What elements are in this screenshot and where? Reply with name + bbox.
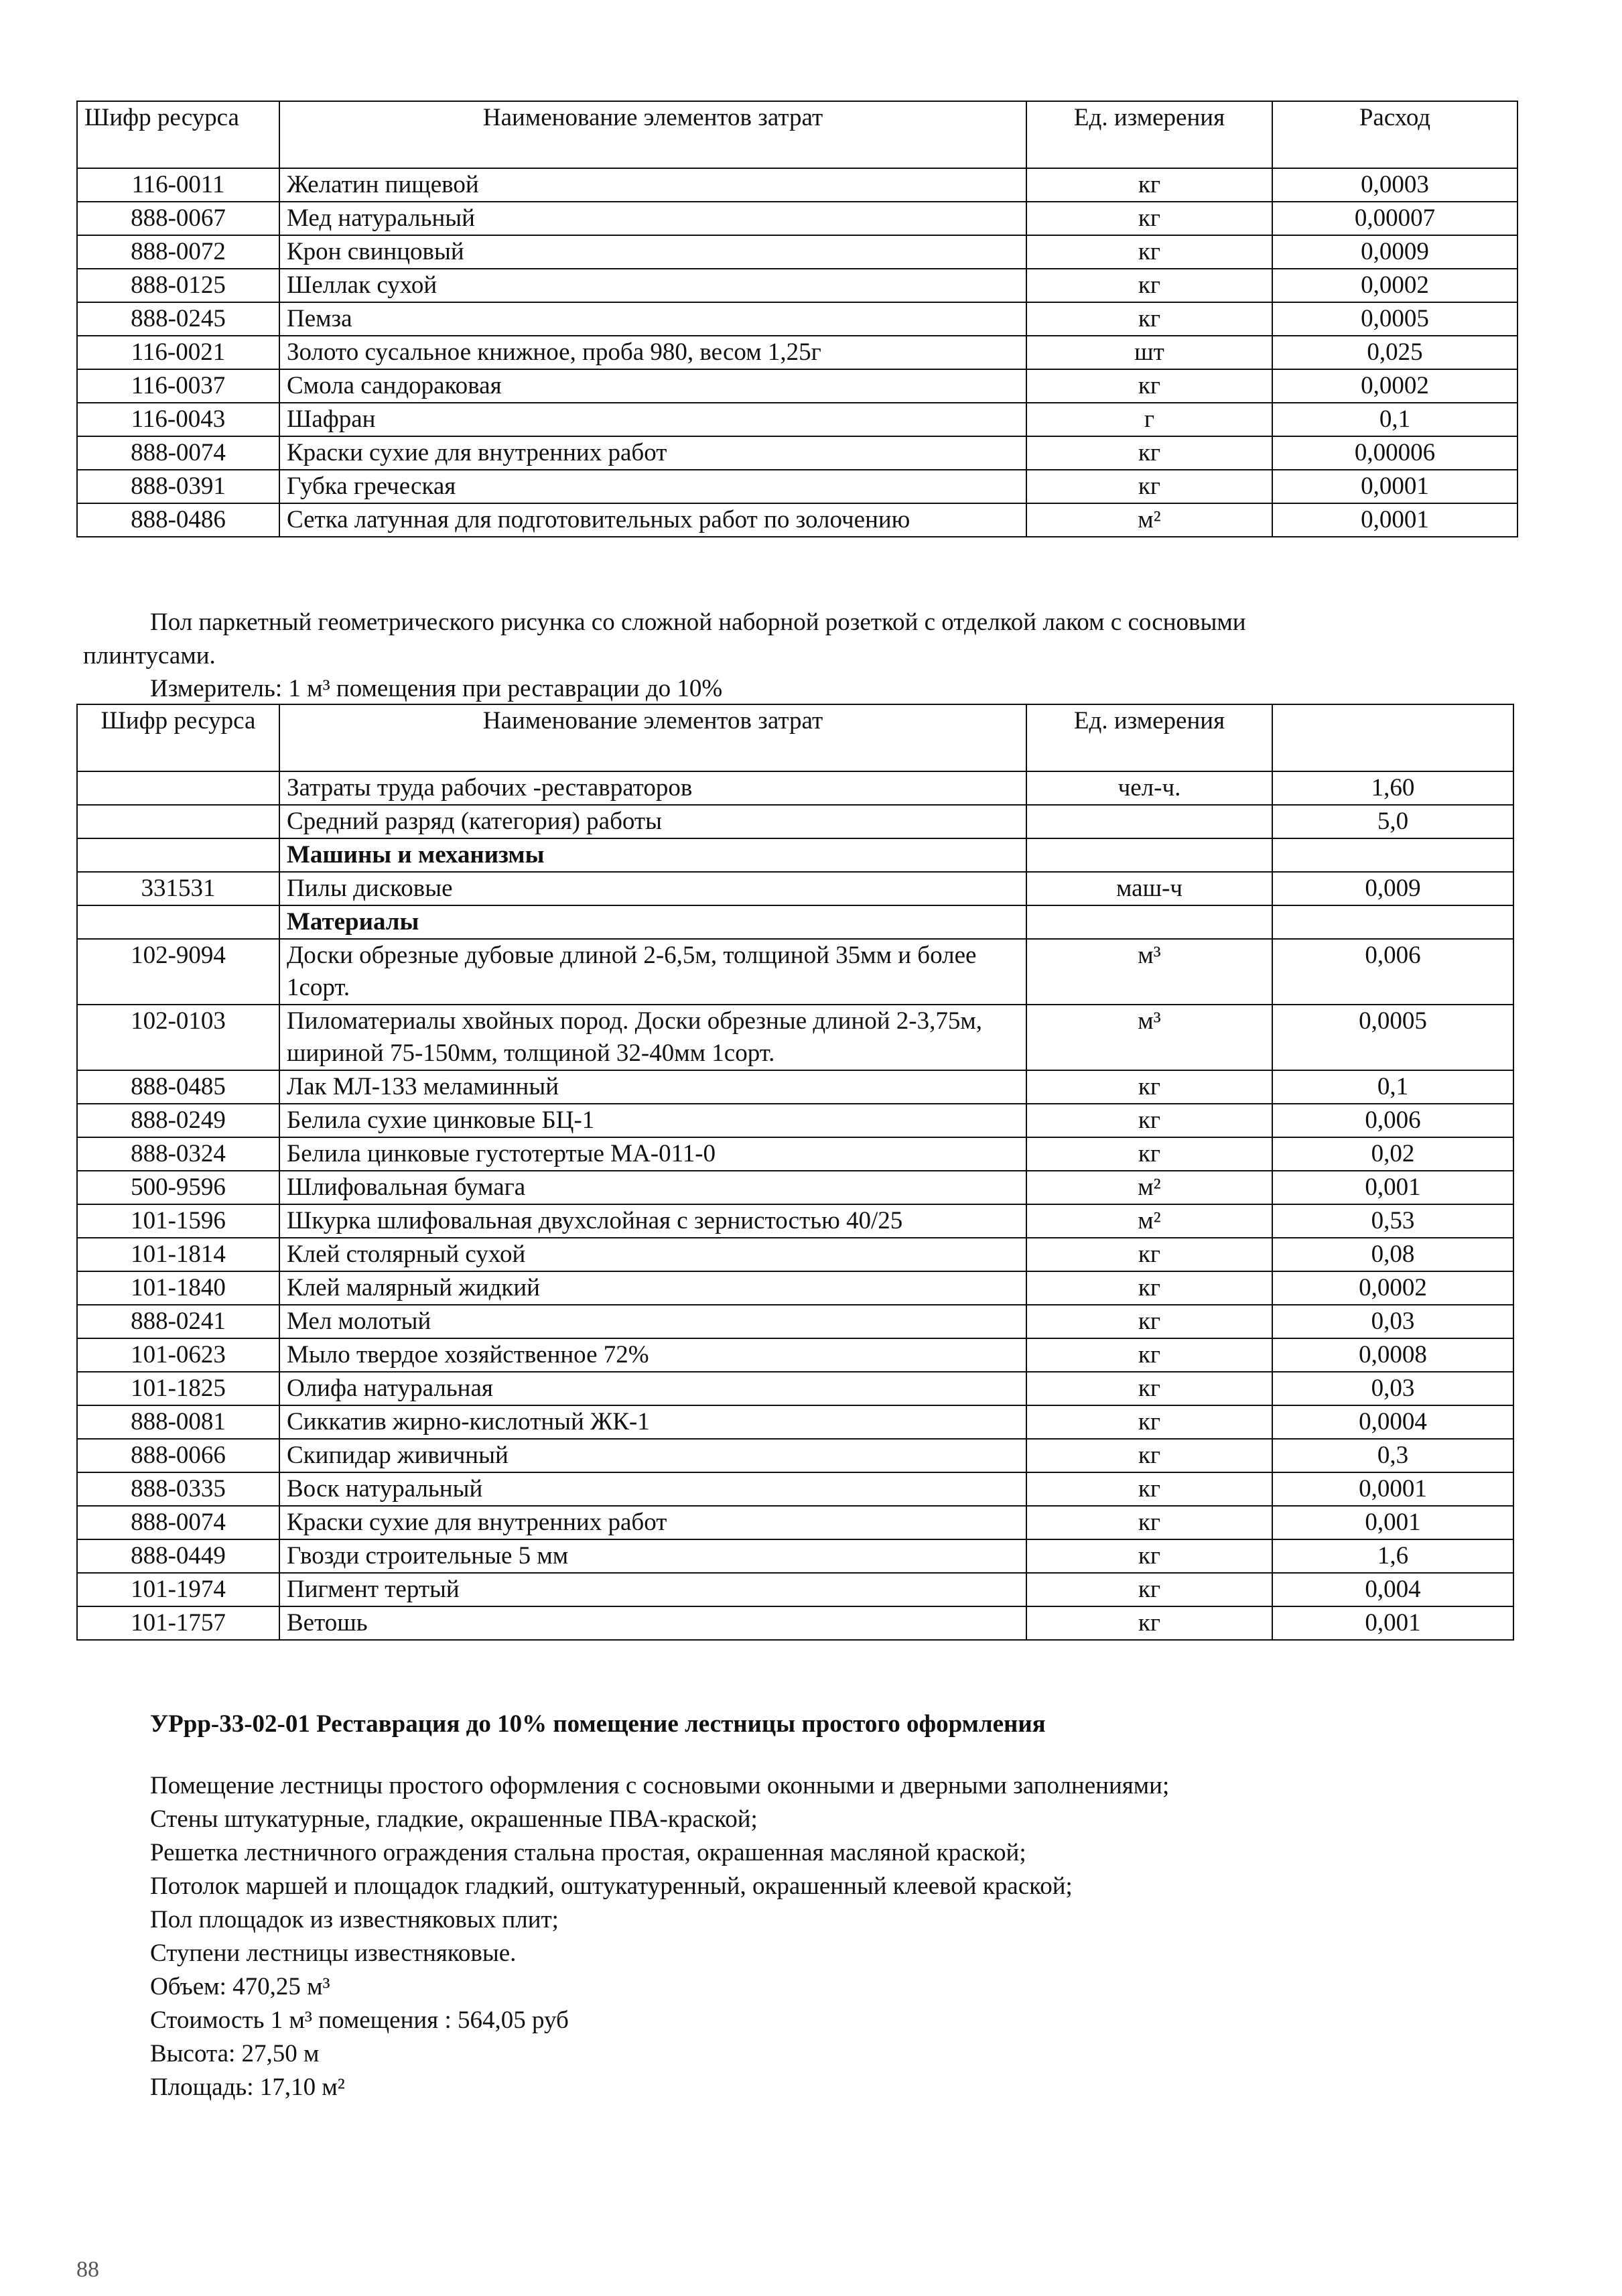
cell-unit bbox=[1026, 805, 1272, 838]
cell-unit: кг bbox=[1026, 235, 1272, 269]
table-row bbox=[77, 403, 1517, 436]
cell-name: Крон свинцовый bbox=[279, 235, 1026, 269]
cell-name: Шафран bbox=[279, 403, 1026, 436]
cell-amount: 0,004 bbox=[1272, 1573, 1513, 1606]
table-row bbox=[77, 1171, 1513, 1204]
cell-name: Средний разряд (категория) работы bbox=[279, 805, 1026, 838]
cell-name: Лак МЛ-133 меламинный bbox=[279, 1070, 1026, 1104]
description-line: Высота: 27,50 м bbox=[150, 2040, 320, 2067]
cell-name: Краски сухие для внутренних работ bbox=[279, 436, 1026, 470]
cell-name: Гвозди строительные 5 мм bbox=[279, 1539, 1026, 1573]
cell-amount: 0,03 bbox=[1272, 1305, 1513, 1338]
cell-amount: 0,0003 bbox=[1272, 168, 1517, 202]
cell-code: 888-0245 bbox=[77, 302, 279, 336]
cell-code: 116-0011 bbox=[77, 168, 279, 202]
cell-code: 116-0037 bbox=[77, 369, 279, 403]
cell-unit: кг bbox=[1026, 269, 1272, 302]
description-line: Пол площадок из известняковых плит; bbox=[150, 1906, 559, 1933]
cell-code: 888-0335 bbox=[77, 1472, 279, 1506]
cell-amount: 0,001 bbox=[1272, 1606, 1513, 1640]
table-row bbox=[77, 1472, 1513, 1506]
cell-unit: кг bbox=[1026, 1573, 1272, 1606]
cell-name: Белила цинковые густотертые МА-011-0 bbox=[279, 1137, 1026, 1171]
cell-code bbox=[77, 771, 279, 805]
cell-code: 101-1596 bbox=[77, 1204, 279, 1238]
header-unit: Ед. измерения bbox=[1026, 101, 1272, 168]
cell-name: Материалы bbox=[279, 905, 1026, 939]
header-amount bbox=[1272, 704, 1513, 771]
cell-amount: 5,0 bbox=[1272, 805, 1513, 838]
cell-name: Мед натуральный bbox=[279, 202, 1026, 235]
cell-name: Шлифовальная бумага bbox=[279, 1171, 1026, 1204]
table-row bbox=[77, 872, 1513, 905]
cell-name: Клей столярный сухой bbox=[279, 1238, 1026, 1271]
cell-amount: 0,006 bbox=[1272, 1104, 1513, 1137]
cell-unit: кг bbox=[1026, 1472, 1272, 1506]
cell-name: Сетка латунная для подготовительных работ по золочению bbox=[279, 503, 1026, 537]
cell-code: 888-0249 bbox=[77, 1104, 279, 1137]
cell-name: Воск натуральный bbox=[279, 1472, 1026, 1506]
cell-unit: м² bbox=[1026, 1171, 1272, 1204]
table-row bbox=[77, 838, 1513, 872]
cell-amount: 0,0005 bbox=[1272, 1005, 1513, 1070]
table-row bbox=[77, 336, 1517, 369]
table-row bbox=[77, 1405, 1513, 1439]
cell-name: Смола сандораковая bbox=[279, 369, 1026, 403]
table-row bbox=[77, 1204, 1513, 1238]
cell-code: 888-0324 bbox=[77, 1137, 279, 1171]
table-row bbox=[77, 1606, 1513, 1640]
cell-amount: 0,0002 bbox=[1272, 1271, 1513, 1305]
cell-name: Желатин пищевой bbox=[279, 168, 1026, 202]
description-line: Объем: 470,25 м³ bbox=[150, 1973, 330, 2000]
cell-amount: 0,1 bbox=[1272, 403, 1517, 436]
cell-name: Сиккатив жирно-кислотный ЖК-1 bbox=[279, 1405, 1026, 1439]
section-heading: УРрр-33-02-01 Реставрация до 10% помещение лестницы простого оформления bbox=[150, 1710, 1046, 1738]
table-row bbox=[77, 771, 1513, 805]
table-row bbox=[77, 436, 1517, 470]
cell-code: 888-0125 bbox=[77, 269, 279, 302]
cell-code: 888-0066 bbox=[77, 1439, 279, 1472]
header-name: Наименование элементов затрат bbox=[279, 101, 1026, 168]
cell-amount: 0,0001 bbox=[1272, 470, 1517, 503]
header-amount: Расход bbox=[1272, 101, 1517, 168]
cell-name: Клей малярный жидкий bbox=[279, 1271, 1026, 1305]
cell-unit: кг bbox=[1026, 1338, 1272, 1372]
header-code: Шифр ресурса bbox=[77, 704, 279, 771]
section-description bbox=[150, 1769, 1169, 2104]
cell-unit: г bbox=[1026, 403, 1272, 436]
table-row bbox=[77, 1573, 1513, 1606]
description-line: Площадь: 17,10 м² bbox=[150, 2074, 345, 2101]
description-line: Стоимость 1 м³ помещения : 564,05 руб bbox=[150, 2006, 569, 2034]
cell-code: 101-1840 bbox=[77, 1271, 279, 1305]
cell-name: Пигмент тертый bbox=[279, 1573, 1026, 1606]
table-row bbox=[77, 202, 1517, 235]
cell-unit: кг bbox=[1026, 1070, 1272, 1104]
table-row bbox=[77, 939, 1513, 1005]
cell-code bbox=[77, 905, 279, 939]
cell-code: 888-0072 bbox=[77, 235, 279, 269]
cell-unit: м² bbox=[1026, 1204, 1272, 1238]
cell-code: 331531 bbox=[77, 872, 279, 905]
cell-code: 101-1757 bbox=[77, 1606, 279, 1640]
cell-unit: м² bbox=[1026, 503, 1272, 537]
cell-name: Мыло твердое хозяйственное 72% bbox=[279, 1338, 1026, 1372]
cell-code bbox=[77, 838, 279, 872]
cell-code: 888-0074 bbox=[77, 436, 279, 470]
cell-code: 101-0623 bbox=[77, 1338, 279, 1372]
table-row bbox=[77, 235, 1517, 269]
cell-name: Олифа натуральная bbox=[279, 1372, 1026, 1405]
cell-unit: маш-ч bbox=[1026, 872, 1272, 905]
description-line: Помещение лестницы простого оформления с сосновыми оконными и дверными заполнениями; bbox=[150, 1772, 1170, 1799]
table-row bbox=[77, 1104, 1513, 1137]
cell-unit: кг bbox=[1026, 168, 1272, 202]
cell-amount: 0,1 bbox=[1272, 1070, 1513, 1104]
table-row bbox=[77, 905, 1513, 939]
cell-unit: кг bbox=[1026, 1372, 1272, 1405]
table-row bbox=[77, 1271, 1513, 1305]
table-row bbox=[77, 168, 1517, 202]
cell-amount: 0,03 bbox=[1272, 1372, 1513, 1405]
cell-unit: м³ bbox=[1026, 1005, 1272, 1070]
table-row bbox=[77, 302, 1517, 336]
intro-line-2: плинтусами. bbox=[83, 642, 216, 669]
cell-name: Пемза bbox=[279, 302, 1026, 336]
cell-code: 888-0485 bbox=[77, 1070, 279, 1104]
cell-amount: 0,0001 bbox=[1272, 1472, 1513, 1506]
cell-unit: кг bbox=[1026, 202, 1272, 235]
cell-amount: 0,009 bbox=[1272, 872, 1513, 905]
cell-code: 888-0067 bbox=[77, 202, 279, 235]
cell-unit: кг bbox=[1026, 1405, 1272, 1439]
cell-unit: м³ bbox=[1026, 939, 1272, 1005]
cell-code: 500-9596 bbox=[77, 1171, 279, 1204]
cell-amount: 1,60 bbox=[1272, 771, 1513, 805]
cell-code: 102-0103 bbox=[77, 1005, 279, 1070]
cell-name: Шеллак сухой bbox=[279, 269, 1026, 302]
table-row bbox=[77, 1305, 1513, 1338]
cell-name: Ветошь bbox=[279, 1606, 1026, 1640]
cell-name: Машины и механизмы bbox=[279, 838, 1026, 872]
cell-unit: кг bbox=[1026, 1137, 1272, 1171]
cell-name: Скипидар живичный bbox=[279, 1439, 1026, 1472]
cell-code: 888-0074 bbox=[77, 1506, 279, 1539]
cell-name: Пилы дисковые bbox=[279, 872, 1026, 905]
cell-name: Доски обрезные дубовые длиной 2-6,5м, толщиной 35мм и более 1сорт. bbox=[279, 939, 1026, 1005]
cell-code: 101-1974 bbox=[77, 1573, 279, 1606]
cell-unit: кг bbox=[1026, 302, 1272, 336]
header-unit: Ед. измерения bbox=[1026, 704, 1272, 771]
table-row bbox=[77, 1506, 1513, 1539]
cell-amount: 0,006 bbox=[1272, 939, 1513, 1005]
table-row bbox=[77, 1238, 1513, 1271]
cell-amount: 0,025 bbox=[1272, 336, 1517, 369]
table-row bbox=[77, 1372, 1513, 1405]
cell-unit: кг bbox=[1026, 369, 1272, 403]
cell-name: Губка греческая bbox=[279, 470, 1026, 503]
cell-code: 116-0021 bbox=[77, 336, 279, 369]
cell-code: 888-0391 bbox=[77, 470, 279, 503]
cell-code: 101-1825 bbox=[77, 1372, 279, 1405]
materials-table-1 bbox=[76, 101, 1518, 537]
table-row bbox=[77, 805, 1513, 838]
cell-code: 888-0486 bbox=[77, 503, 279, 537]
table-row bbox=[77, 503, 1517, 537]
cell-name: Пиломатериалы хвойных пород. Доски обрезные длиной 2-3,75м, шириной 75-150мм, толщиной 32-40мм 1сорт. bbox=[279, 1005, 1026, 1070]
cell-name: Золото сусальное книжное, проба 980, весом 1,25г bbox=[279, 336, 1026, 369]
description-line: Стены штукатурные, гладкие, окрашенные ПВА-краской; bbox=[150, 1805, 758, 1833]
cell-unit: кг bbox=[1026, 1439, 1272, 1472]
header-name: Наименование элементов затрат bbox=[279, 704, 1026, 771]
page-number: 88 bbox=[76, 2257, 99, 2282]
table-row bbox=[77, 1539, 1513, 1573]
cell-amount: 0,001 bbox=[1272, 1506, 1513, 1539]
cell-amount: 0,00007 bbox=[1272, 202, 1517, 235]
cell-name: Затраты труда рабочих -реставраторов bbox=[279, 771, 1026, 805]
cell-unit bbox=[1026, 838, 1272, 872]
cell-amount: 0,0002 bbox=[1272, 369, 1517, 403]
cell-code: 101-1814 bbox=[77, 1238, 279, 1271]
cell-unit bbox=[1026, 905, 1272, 939]
intro-line-1: Пол паркетный геометрического рисунка со сложной наборной розеткой с отделкой лаком с сосновыми bbox=[150, 609, 1246, 636]
table-row bbox=[77, 269, 1517, 302]
cell-amount: 0,53 bbox=[1272, 1204, 1513, 1238]
description-line: Решетка лестничного ограждения стальна простая, окрашенная масляной краской; bbox=[150, 1839, 1026, 1866]
cell-unit: кг bbox=[1026, 1305, 1272, 1338]
cell-name: Мел молотый bbox=[279, 1305, 1026, 1338]
cell-amount: 0,3 bbox=[1272, 1439, 1513, 1472]
description-line: Ступени лестницы известняковые. bbox=[150, 1939, 517, 1967]
cell-unit: кг bbox=[1026, 1238, 1272, 1271]
cell-unit: кг bbox=[1026, 1606, 1272, 1640]
measure-text: Измеритель: 1 м³ помещения при реставрации до 10% bbox=[150, 675, 723, 702]
cell-unit: шт bbox=[1026, 336, 1272, 369]
cell-unit: кг bbox=[1026, 1506, 1272, 1539]
cell-amount: 0,0008 bbox=[1272, 1338, 1513, 1372]
cell-unit: кг bbox=[1026, 1271, 1272, 1305]
cell-code: 888-0081 bbox=[77, 1405, 279, 1439]
header-code: Шифр ресурса bbox=[77, 101, 279, 168]
table-row bbox=[77, 369, 1517, 403]
cell-code: 116-0043 bbox=[77, 403, 279, 436]
cell-amount bbox=[1272, 905, 1513, 939]
cell-unit: кг bbox=[1026, 1104, 1272, 1137]
table-row bbox=[77, 1338, 1513, 1372]
cell-amount: 0,0002 bbox=[1272, 269, 1517, 302]
cell-code: 102-9094 bbox=[77, 939, 279, 1005]
cell-unit: кг bbox=[1026, 436, 1272, 470]
table-row bbox=[77, 1005, 1513, 1070]
cell-amount: 0,0004 bbox=[1272, 1405, 1513, 1439]
cell-amount: 0,001 bbox=[1272, 1171, 1513, 1204]
cell-amount: 0,00006 bbox=[1272, 436, 1517, 470]
materials-table-2 bbox=[76, 704, 1514, 1641]
cell-name: Белила сухие цинковые БЦ-1 bbox=[279, 1104, 1026, 1137]
cell-code: 888-0449 bbox=[77, 1539, 279, 1573]
table-row bbox=[77, 1137, 1513, 1171]
cell-amount: 1,6 bbox=[1272, 1539, 1513, 1573]
cell-name: Краски сухие для внутренних работ bbox=[279, 1506, 1026, 1539]
table-row bbox=[77, 1439, 1513, 1472]
measure-line bbox=[150, 672, 722, 706]
description-line: Потолок маршей и площадок гладкий, оштукатуренный, окрашенный клеевой краской; bbox=[150, 1872, 1073, 1900]
cell-amount: 0,0005 bbox=[1272, 302, 1517, 336]
cell-unit: чел-ч. bbox=[1026, 771, 1272, 805]
cell-unit: кг bbox=[1026, 470, 1272, 503]
cell-amount: 0,02 bbox=[1272, 1137, 1513, 1171]
cell-amount: 0,0009 bbox=[1272, 235, 1517, 269]
cell-code: 888-0241 bbox=[77, 1305, 279, 1338]
cell-amount: 0,0001 bbox=[1272, 503, 1517, 537]
table-row bbox=[77, 1070, 1513, 1104]
cell-unit: кг bbox=[1026, 1539, 1272, 1573]
table-row bbox=[77, 470, 1517, 503]
cell-code bbox=[77, 805, 279, 838]
cell-amount: 0,08 bbox=[1272, 1238, 1513, 1271]
cell-name: Шкурка шлифовальная двухслойная с зернистостью 40/25 bbox=[279, 1204, 1026, 1238]
cell-amount bbox=[1272, 838, 1513, 872]
